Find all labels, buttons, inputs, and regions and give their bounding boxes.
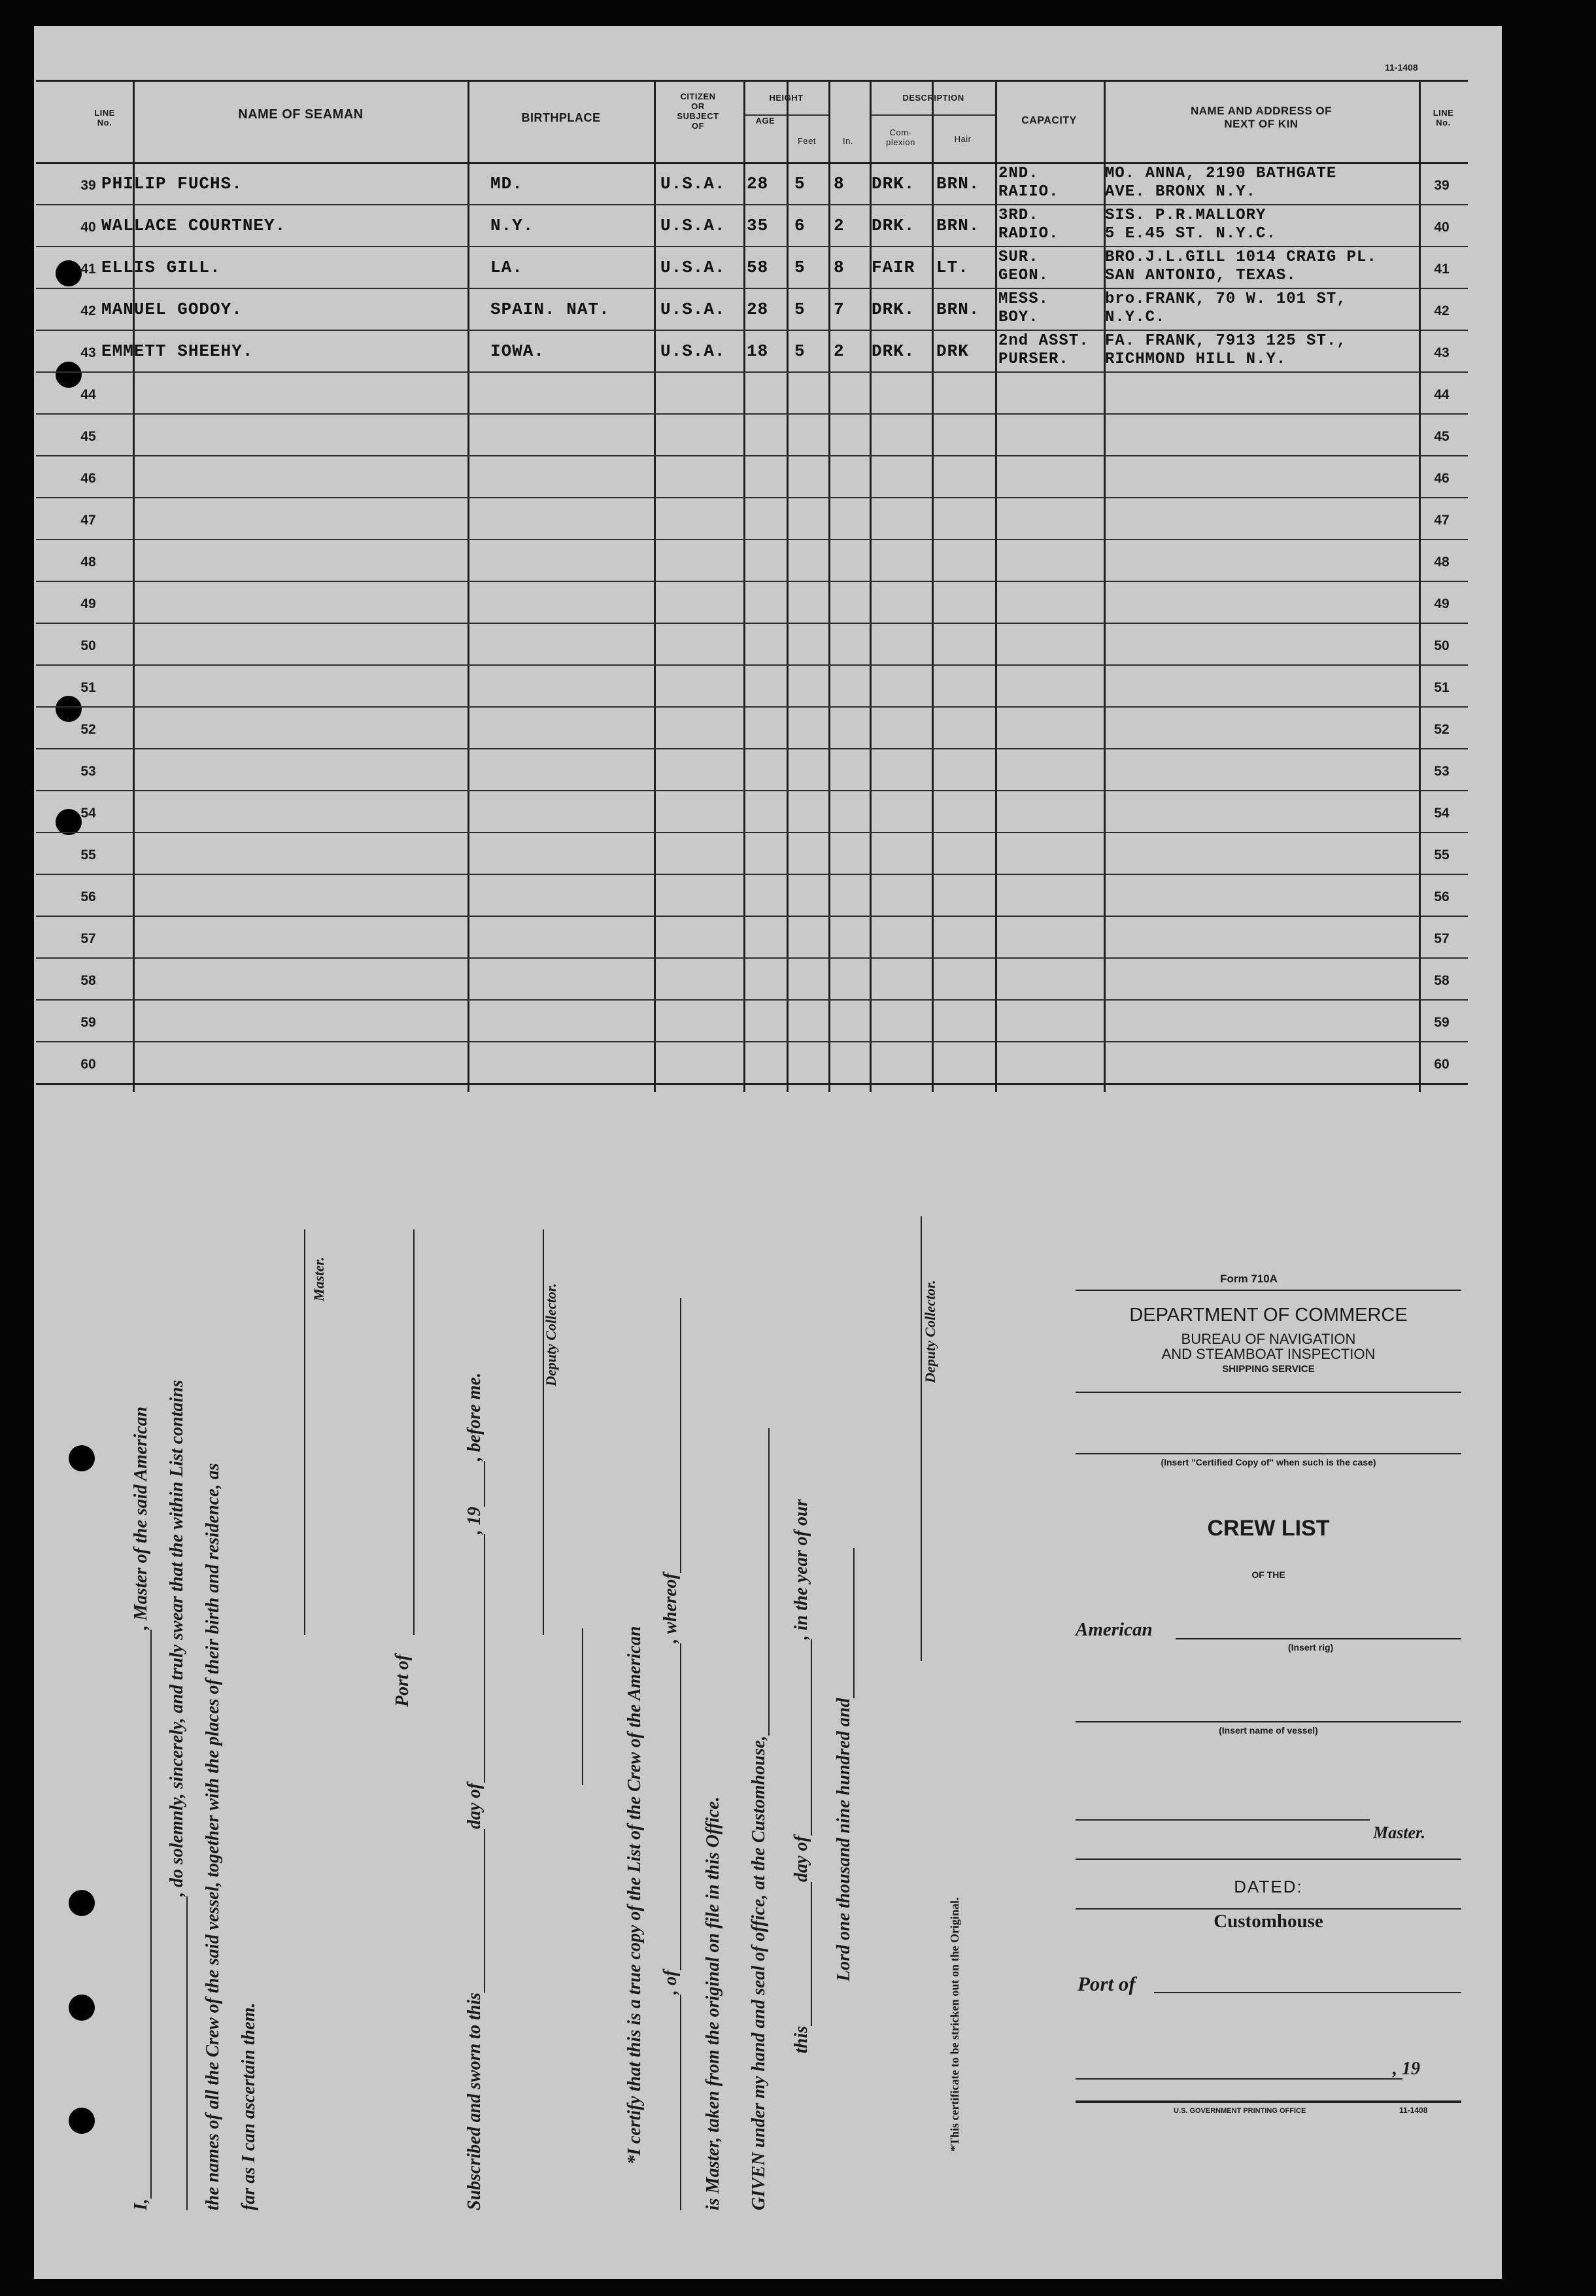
height-feet: 5 xyxy=(794,258,806,277)
year-of-our-text: , in the year of our xyxy=(791,1499,811,1640)
citizen-of: U.S.A. xyxy=(660,300,726,319)
line-number: 44 xyxy=(1434,387,1450,402)
height-in: 8 xyxy=(834,258,845,277)
header-complexion: Com- plexion xyxy=(886,128,915,147)
age: 28 xyxy=(747,174,769,194)
citizen-of: U.S.A. xyxy=(660,258,726,277)
shipping-service: SHIPPING SERVICE xyxy=(1222,1363,1315,1375)
master-label: Master. xyxy=(311,1257,327,1301)
vessel-blank[interactable] xyxy=(169,1896,188,2210)
certified-copy-blank[interactable] xyxy=(1076,1453,1461,1454)
column-divider xyxy=(743,80,745,1092)
line-number: 40 xyxy=(1434,220,1450,235)
line-number: 49 xyxy=(1434,596,1450,611)
hair: BRN. xyxy=(936,216,980,235)
american-label: American xyxy=(1076,1619,1153,1640)
header-next-of-kin: NAME AND ADDRESS OF NEXT OF KIN xyxy=(1190,105,1333,130)
department: DEPARTMENT OF COMMERCE xyxy=(1129,1305,1408,1326)
seaman-name: PHILIP FUCHS. xyxy=(101,174,243,194)
year-label-cover: , 19 xyxy=(1393,2059,1420,2079)
header-rule xyxy=(36,162,1468,164)
oath-line-3: the names of all the Crew of the said vessel, together with the places of their birth and residence, as xyxy=(203,1463,223,2210)
month-blank-2[interactable] xyxy=(794,1639,812,1836)
year-blank[interactable] xyxy=(467,1461,485,1507)
home-port-blank[interactable] xyxy=(663,1643,681,1970)
line-number: 60 xyxy=(80,1057,96,1072)
cover-rule-bottom xyxy=(1076,2100,1461,2103)
column-divider xyxy=(828,80,830,1092)
birthplace: MD. xyxy=(490,174,523,194)
line-number: 59 xyxy=(80,1015,96,1030)
seaman-name: ELLIS GILL. xyxy=(101,258,221,277)
subheader-rule xyxy=(870,114,995,116)
line-number: 53 xyxy=(80,764,96,779)
next-of-kin: bro.FRANK, 70 W. 101 ST, N.Y.C. xyxy=(1105,290,1347,326)
column-divider xyxy=(467,80,469,1092)
row-rule xyxy=(36,664,1468,666)
deputy-collector-1: Deputy Collector. xyxy=(543,1283,559,1386)
row-rule xyxy=(36,413,1468,415)
line-number: 60 xyxy=(1434,1057,1450,1072)
footnote: *This certificate to be stricken out on the Original. xyxy=(948,1897,961,2151)
row-rule xyxy=(36,1041,1468,1042)
header-height: HEIGHT xyxy=(769,93,804,103)
birthplace: LA. xyxy=(490,258,523,277)
given-line xyxy=(749,1428,770,2210)
line-number: 54 xyxy=(80,806,96,821)
punch-hole xyxy=(69,1890,95,1916)
whereof-text: , whereof xyxy=(660,1573,681,1643)
customhouse-blank[interactable] xyxy=(1076,1908,1461,1910)
line-number: 41 xyxy=(80,262,96,277)
insert-vessel-note: (Insert name of vessel) xyxy=(1219,1725,1318,1736)
seaman-name: MANUEL GODOY. xyxy=(101,300,243,319)
capacity: 2ND. RAIIO. xyxy=(998,165,1059,201)
oath-line-1 xyxy=(131,1407,152,2210)
height-feet: 6 xyxy=(794,216,806,235)
line-number: 57 xyxy=(1434,931,1450,946)
customhouse-blank[interactable] xyxy=(751,1428,770,1736)
oath-swear-text: , do solemnly, sincerely, and truly swear that the within List contains xyxy=(167,1380,187,1896)
row-rule xyxy=(36,371,1468,373)
next-of-kin: FA. FRANK, 7913 125 ST., RICHMOND HILL N.Y. xyxy=(1105,332,1347,368)
row-rule xyxy=(36,874,1468,875)
row-rule xyxy=(36,204,1468,205)
complexion: DRK. xyxy=(872,174,915,194)
line-number: 59 xyxy=(1434,1015,1450,1030)
hair: BRN. xyxy=(936,300,980,319)
row-rule xyxy=(36,999,1468,1001)
line-number: 51 xyxy=(80,680,96,695)
row-rule xyxy=(36,455,1468,456)
customhouse-label: Customhouse xyxy=(1214,1911,1323,1932)
header-age: AGE xyxy=(755,116,775,126)
line-number: 44 xyxy=(80,387,96,402)
line-number: 56 xyxy=(80,889,96,904)
birthplace: IOWA. xyxy=(490,341,545,361)
age: 18 xyxy=(747,341,769,361)
lord-line xyxy=(834,1548,855,1981)
next-of-kin: MO. ANNA, 2190 BATHGATE AVE. BRONX N.Y. xyxy=(1105,165,1337,201)
line-number: 54 xyxy=(1434,806,1450,821)
port-blank[interactable] xyxy=(1154,1992,1461,1993)
oath-line-4: far as I can ascertain them. xyxy=(239,2002,259,2210)
line-number: 41 xyxy=(1434,262,1450,277)
vessel-name-blank[interactable] xyxy=(663,1995,681,2210)
height-in: 8 xyxy=(834,174,845,194)
header-in: In. xyxy=(843,136,853,146)
line-number: 56 xyxy=(1434,889,1450,904)
header-birthplace: BIRTHPLACE xyxy=(521,111,601,124)
line-number: 42 xyxy=(80,303,96,318)
whereof-blank[interactable] xyxy=(663,1298,681,1573)
form-reference-bottom: 11-1408 xyxy=(1399,2106,1428,2115)
column-divider xyxy=(787,80,789,1092)
header-line-no: LINE No. xyxy=(94,108,115,128)
header-capacity: CAPACITY xyxy=(1021,115,1077,126)
rig-blank[interactable] xyxy=(1176,1638,1461,1639)
of-whereof-line xyxy=(660,1298,681,2210)
row-rule xyxy=(36,288,1468,289)
header-hair: Hair xyxy=(954,134,972,144)
citizen-of: U.S.A. xyxy=(660,341,726,361)
this-day-line xyxy=(791,1499,812,2053)
column-divider xyxy=(932,80,934,1092)
hair: LT. xyxy=(936,258,969,277)
certify-line xyxy=(624,1626,645,2165)
line-number: 52 xyxy=(1434,722,1450,737)
row-rule xyxy=(36,581,1468,582)
row-rule xyxy=(36,330,1468,331)
line-number: 39 xyxy=(80,178,96,193)
day-of-text: day of xyxy=(464,1783,484,1829)
complexion: FAIR xyxy=(872,258,915,277)
master-signature-line[interactable] xyxy=(304,1229,305,1635)
citizen-of: U.S.A. xyxy=(660,216,726,235)
birthplace: N.Y. xyxy=(490,216,534,235)
deputy-collector-2: Deputy Collector. xyxy=(922,1280,938,1383)
certify-text: *I certify that this is a true copy of the List of the Crew of the American xyxy=(624,1626,645,2165)
oath-master-of: , Master of the said American xyxy=(131,1406,151,1630)
height-in: 2 xyxy=(834,341,845,361)
complexion: DRK. xyxy=(872,300,915,319)
vessel-name-blank[interactable] xyxy=(1076,1721,1461,1722)
cover-rule xyxy=(1076,1290,1461,1291)
row-rule xyxy=(36,623,1468,624)
punch-hole xyxy=(69,1995,95,2021)
capacity: SUR. GEON. xyxy=(998,248,1049,284)
line-number: 45 xyxy=(1434,429,1450,444)
of-the: OF THE xyxy=(1251,1569,1285,1580)
row-rule xyxy=(36,497,1468,498)
line-number: 58 xyxy=(80,973,96,988)
is-master-line: is Master, taken from the original on file in this Office. xyxy=(703,1796,723,2210)
punch-hole xyxy=(69,1445,95,1471)
printer-imprint: U.S. GOVERNMENT PRINTING OFFICE xyxy=(1174,2107,1306,2115)
column-divider xyxy=(654,80,656,1092)
row-rule xyxy=(36,539,1468,540)
of-text: , of xyxy=(660,1970,681,1995)
line-number: 51 xyxy=(1434,680,1450,695)
port-of-line xyxy=(392,1654,413,1707)
age: 58 xyxy=(747,258,769,277)
bureau-line-2: AND STEAMBOAT INSPECTION xyxy=(1161,1346,1376,1362)
birthplace: SPAIN. NAT. xyxy=(490,300,610,319)
day-of-text-2: day of xyxy=(791,1836,811,1882)
next-of-kin: BRO.J.L.GILL 1014 CRAIG PL. SAN ANTONIO, TEXAS. xyxy=(1105,248,1377,284)
row-rule xyxy=(36,957,1468,959)
row-rule xyxy=(36,916,1468,917)
year-prefix: , 19 xyxy=(464,1507,484,1535)
header-line-no-right: LINE No. xyxy=(1433,108,1454,128)
port-of-label-cover: Port of xyxy=(1078,1972,1136,1995)
line-number: 58 xyxy=(1434,973,1450,988)
form-reference: 11-1408 xyxy=(1385,62,1418,73)
port-of-label: Port of xyxy=(392,1654,413,1707)
row-rule xyxy=(36,832,1468,833)
cover-rule xyxy=(1076,1859,1461,1860)
capacity: MESS. BOY. xyxy=(998,290,1049,326)
line-number: 52 xyxy=(80,722,96,737)
row-rule xyxy=(36,246,1468,247)
this-text: this xyxy=(791,2025,811,2053)
seal-line xyxy=(582,1628,583,1785)
punch-hole xyxy=(69,2108,95,2134)
day-blank[interactable] xyxy=(467,1829,485,1993)
line-number: 45 xyxy=(80,429,96,444)
insert-rig-note: (Insert rig) xyxy=(1288,1642,1334,1653)
hair: DRK xyxy=(936,341,969,361)
line-number: 47 xyxy=(1434,513,1450,528)
row-rule xyxy=(36,1083,1468,1085)
day-blank-2[interactable] xyxy=(794,1882,812,2026)
oath-line-2 xyxy=(167,1380,188,2210)
header-description: DESCRIPTION xyxy=(902,93,964,103)
line-number: 50 xyxy=(80,638,96,653)
line-number: 55 xyxy=(1434,848,1450,863)
line-number: 42 xyxy=(1434,303,1450,318)
line-number: 53 xyxy=(1434,764,1450,779)
lord-text: Lord one thousand nine hundred and xyxy=(834,1698,854,1981)
line-number: 48 xyxy=(80,555,96,570)
next-of-kin: SIS. P.R.MALLORY 5 E.45 ST. N.Y.C. xyxy=(1105,207,1276,243)
line-number: 43 xyxy=(80,345,96,360)
hair: BRN. xyxy=(936,174,980,194)
row-rule xyxy=(36,706,1468,708)
form-number: Form 710A xyxy=(1220,1273,1278,1285)
bureau-line-1: BUREAU OF NAVIGATION xyxy=(1181,1331,1356,1347)
seaman-name: WALLACE COURTNEY. xyxy=(101,216,286,235)
master-label-cover: Master. xyxy=(1373,1823,1426,1842)
crew-list-title: CREW LIST xyxy=(1207,1516,1330,1541)
year-blank-2[interactable] xyxy=(836,1548,855,1698)
header-feet: Feet xyxy=(797,136,816,146)
height-feet: 5 xyxy=(794,341,806,361)
seaman-name: EMMETT SHEEHY. xyxy=(101,341,254,361)
line-number: 46 xyxy=(1434,471,1450,486)
insert-certified-note: (Insert "Certified Copy of" when such is the case) xyxy=(1161,1457,1376,1467)
line-number: 39 xyxy=(1434,178,1450,193)
height-feet: 5 xyxy=(794,174,806,194)
height-in: 7 xyxy=(834,300,845,319)
age: 28 xyxy=(747,300,769,319)
line-number: 57 xyxy=(80,931,96,946)
port-blank[interactable] xyxy=(413,1229,415,1635)
line-number: 48 xyxy=(1434,555,1450,570)
complexion: DRK. xyxy=(872,216,915,235)
oath-i: I, xyxy=(131,2199,151,2210)
line-number: 55 xyxy=(80,848,96,863)
capacity: 3RD. RADIO. xyxy=(998,207,1059,243)
line-number: 40 xyxy=(80,220,96,235)
row-rule xyxy=(36,790,1468,791)
line-number: 50 xyxy=(1434,638,1450,653)
row-rule xyxy=(36,748,1468,749)
header-citizen: CITIZEN OR SUBJECT OF xyxy=(677,92,719,131)
dated-label: DATED: xyxy=(1234,1877,1303,1896)
given-text: GIVEN under my hand and seal of office, at the Customhouse, xyxy=(749,1735,769,2210)
subscribed-text: Subscribed and sworn to this xyxy=(464,1993,484,2210)
line-number: 47 xyxy=(80,513,96,528)
capacity: 2nd ASST. PURSER. xyxy=(998,332,1089,368)
line-number: 43 xyxy=(1434,345,1450,360)
date-blank[interactable] xyxy=(1076,2078,1402,2080)
height-feet: 5 xyxy=(794,300,806,319)
master-name-blank[interactable] xyxy=(133,1630,152,2199)
month-blank[interactable] xyxy=(467,1534,485,1783)
line-number: 46 xyxy=(80,471,96,486)
header-name: NAME OF SEAMAN xyxy=(238,107,364,122)
master-name-blank[interactable] xyxy=(1076,1819,1370,1821)
age: 35 xyxy=(747,216,769,235)
complexion: DRK. xyxy=(872,341,915,361)
line-number: 49 xyxy=(80,596,96,611)
table-top-rule xyxy=(36,80,1468,82)
column-divider xyxy=(995,80,997,1092)
before-me-text: , before me. xyxy=(464,1372,484,1462)
subscribed-line xyxy=(464,1373,485,2210)
cover-rule xyxy=(1076,1392,1461,1393)
height-in: 2 xyxy=(834,216,845,235)
citizen-of: U.S.A. xyxy=(660,174,726,194)
